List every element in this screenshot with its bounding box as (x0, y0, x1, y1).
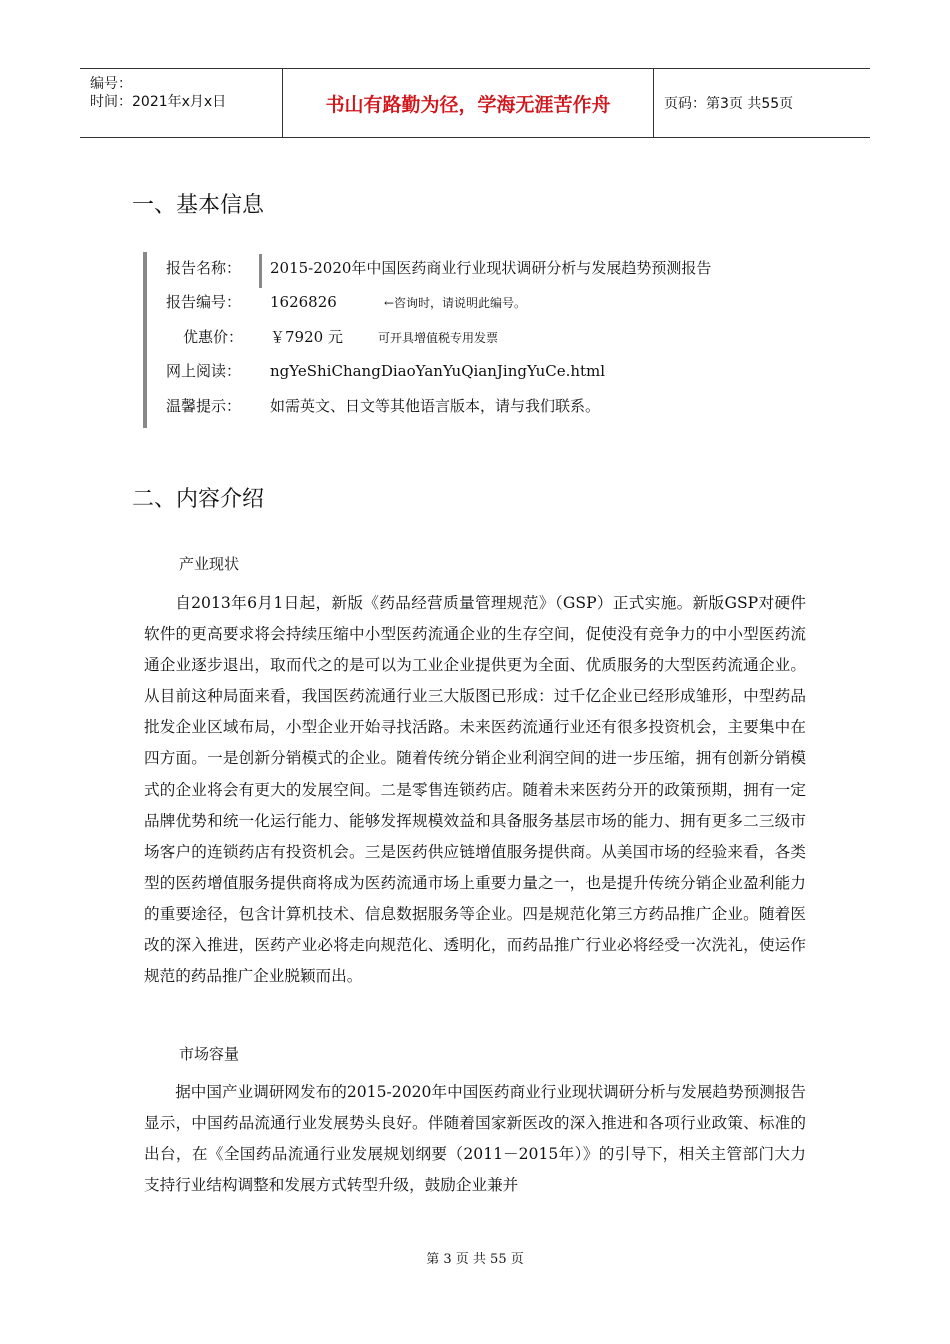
header-page-info: 页码：第3页 共55页 (664, 96, 794, 112)
info-value: 如需英文、日文等其他语言版本，请与我们联系。 (270, 397, 601, 415)
paragraph-market-capacity: 据中国产业调研网发布的2015-2020年中国医药商业行业现状调研分析与发展趋势预测报告显示，中国药品流通行业发展势头良好。伴随着国家新医改的深入推进和各项行业政策、标准的出台，在《全国药品流通行业发展规划纲要（2011－2015年）》的引导下，相关主管部门大力支持行业结构调整和发展方式转型升级，鼓励企业兼并 (144, 1083, 806, 1195)
section-title-basic-info: 一、基本信息 (132, 193, 265, 218)
page-footer: 第 3 页 共 55 页 (426, 1252, 524, 1267)
info-row-tip (166, 396, 600, 416)
page-header (80, 68, 870, 138)
info-note: ←咨询时，请说明此编号。 (384, 296, 527, 310)
info-row-online-read (166, 361, 605, 381)
info-block-bar (143, 252, 147, 428)
info-label: 优惠价： (183, 328, 244, 346)
subheading-market-capacity: 市场容量 (179, 1045, 240, 1063)
section-title-content-intro: 二、内容介绍 (132, 487, 265, 512)
document-time-label: 时间：2021年x月x日 (90, 94, 227, 110)
subheading-industry-status: 产业现状 (179, 555, 240, 573)
info-label: 温馨提示： (166, 397, 242, 415)
info-label: 报告编号： (166, 293, 242, 311)
info-value: ￥7920 元 (270, 328, 343, 346)
info-value: 1626826 (270, 293, 337, 311)
info-row-report-name (166, 258, 711, 278)
document-number-label: 编号： (90, 76, 132, 92)
paragraph-industry-status: 自2013年6月1日起，新版《药品经营质量管理规范》（GSP）正式实施。新版GSP对硬件软件的更高要求将会持续压缩中小型医药流通企业的生存空间，促使没有竞争力的中小型医药流通企业逐步退出，取而代之的是可以为工业企业提供更为全面、优质服务的大型医药流通企业。从目前这种局面来看，我国医药流通行业三大版图已形成：过千亿企业已经形成雏形，中型药品批发企业区域布局，小型企业开始寻找活路。未来医药流通行业还有很多投资机会，主要集中在四方面。一是创新分销模式的企业。随着传统分销企业利润空间的进一步压缩，拥有创新分销模式的企业将会有更大的发展空间。二是零售连锁药店。随着未来医药分开的政策预期，拥有一定品牌优势和统一化运行能力、能够发挥规模效益和具备服务基层市场的能力、拥有更多二三级市场客户的连锁药店有投资机会。三是医药供应链增值服务提供商。从美国市场的经验来看，各类型的医药增值服务提供商将成为医药流通市场上重要力量之一，也是提升传统分销企业盈利能力的重要途径，包含计算机技术、信息数据服务等企业。四是规范化第三方药品推广企业。随着医改的深入推进，医药产业必将走向规范化、透明化，而药品推广行业必将经受一次洗礼，使运作规范的药品推广企业脱颖而出。 (144, 594, 806, 986)
info-value: 2015-2020年中国医药商业行业现状调研分析与发展趋势预测报告 (270, 259, 712, 277)
online-read-link[interactable]: ngYeShiChangDiaoYanYuQianJingYuCe.html (270, 362, 606, 380)
info-label: 报告名称： (166, 259, 242, 277)
info-note: 可开具增值税专用发票 (378, 331, 499, 345)
info-row-report-number (166, 292, 526, 313)
header-divider (653, 69, 654, 137)
header-motto: 书山有路勤为径，学海无涯苦作舟 (325, 93, 611, 116)
header-meta (80, 69, 282, 137)
info-row-price (166, 327, 498, 348)
info-label: 网上阅读： (166, 362, 242, 380)
